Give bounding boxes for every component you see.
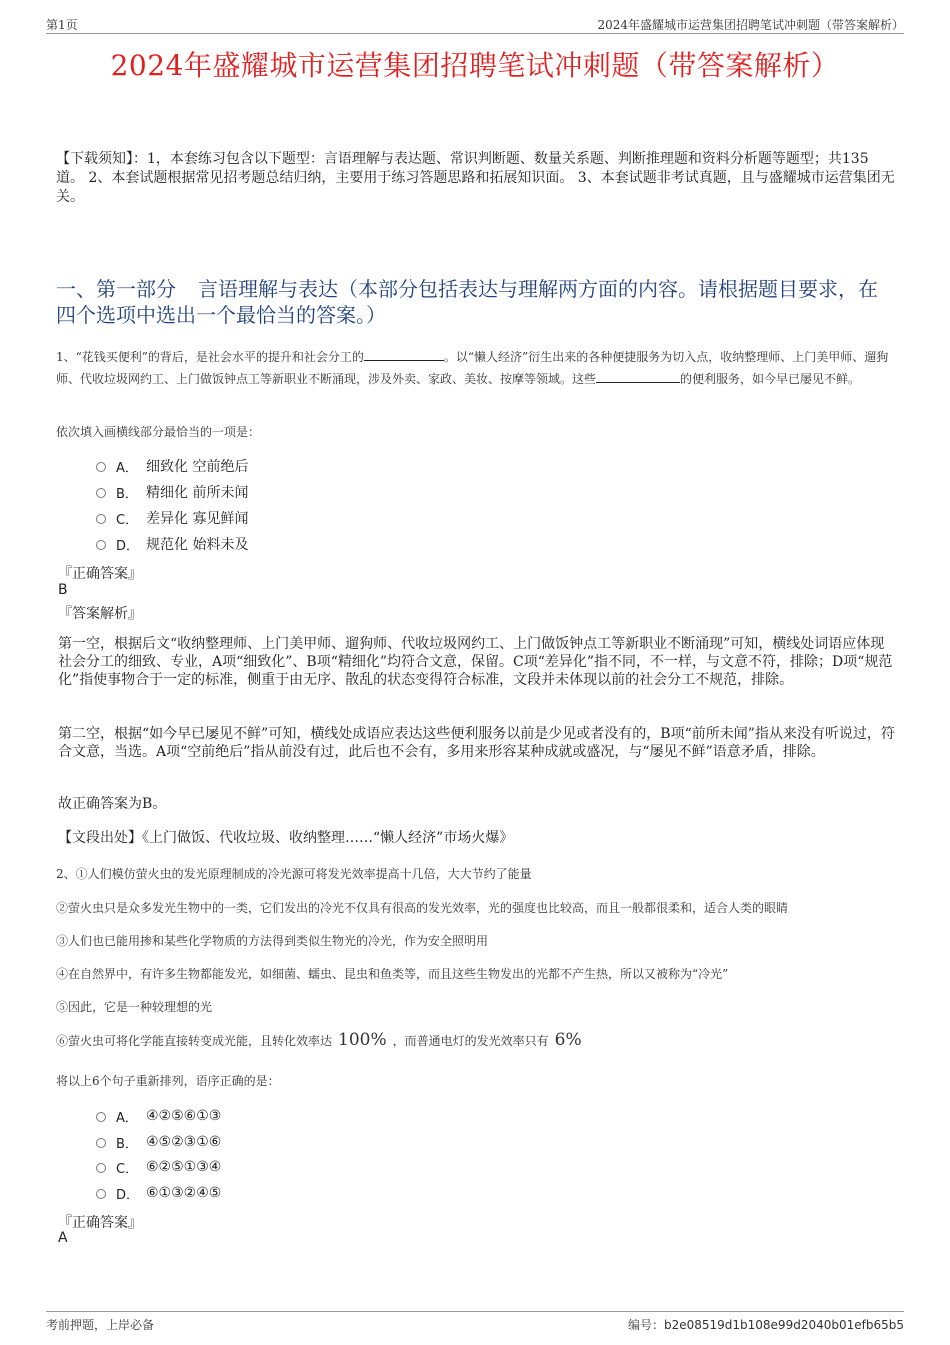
q1-option-d[interactable] [96,534,248,554]
footer-code-label: 编号： [627,1318,664,1332]
option-letter: B． [116,486,138,502]
section-description: 言语理解与表达（本部分包括表达与理解两方面的内容。请根据题目要求，在四个选项中选出一个最恰当的答案。） [56,277,878,327]
page-footer [46,1311,904,1333]
q2-answer: A [58,1230,68,1246]
page-header [46,14,904,34]
radio-icon[interactable] [96,1189,106,1199]
footer-code [628,1316,904,1333]
q2-prompt: 将以上6个句子重新排列，语序正确的是： [56,1074,280,1088]
q2-sentence-3: ③人们也已能用掺和某些化学物质的方法得到类似生物光的冷光，作为安全照明用 [56,934,489,948]
q2-option-b[interactable] [96,1132,221,1152]
section-heading [56,276,896,328]
q2-option-c[interactable] [96,1157,221,1177]
option-letter: D． [116,1187,140,1203]
q1-blank-1 [364,347,444,361]
q1-option-a[interactable] [96,456,248,476]
option-letter: B． [116,1136,138,1152]
option-letter: C． [116,512,139,528]
q1-option-c[interactable] [96,508,248,528]
q2-sentence-4: ④在自然界中，有许多生物都能发光，如细菌、蠕虫、昆虫和鱼类等，而且这些生物发出的光都不产生热，所以又被称为“冷光” [56,967,729,981]
q1-blank-2 [596,369,680,383]
q1-answer-label: 『正确答案』 [58,566,142,582]
radio-icon[interactable] [96,540,106,550]
q2-sentence-2: ②萤火虫只是众多发光生物中的一类，它们发出的冷光不仅具有很高的发光效率，光的强度也比较高，而且一般都很柔和，适合人类的眼睛 [56,901,789,915]
option-text: 细致化 空前绝后 [146,459,249,475]
option-letter: A． [116,460,138,476]
q2-sentence-6 [56,1030,896,1050]
question-1-stem [56,346,896,390]
footer-code-value: b2e08519d1b108e99d2040b01efb65b5 [663,1318,904,1332]
option-letter: C． [116,1161,139,1177]
q1-text-b: 。以“懒人经济”衍生出来的各种便捷服务为切入点，收纳整理师、上门美甲师、遛狗师、代收垃圾网约工、上门做饭钟点工等新职业不断涌现，涉及外卖、家政、美妆、按摩等领域。这些 [56,350,889,386]
q1-text-c: 的便利服务，如今早已屡见不鲜。 [680,372,861,386]
q1-prompt: 依次填入画横线部分最恰当的一项是： [56,425,261,439]
q2-sentence-5: ⑤因此，它是一种较理想的光 [56,1000,213,1014]
radio-icon[interactable] [96,1163,106,1173]
page-number: 第1页 [46,18,78,32]
option-text: 差异化 寡见鲜闻 [146,511,249,527]
option-letter: D． [116,538,140,554]
radio-icon[interactable] [96,488,106,498]
option-text: ④⑤②③①⑥ [146,1134,222,1150]
radio-icon[interactable] [96,1112,106,1122]
q2-option-d[interactable] [96,1183,221,1203]
q1-analysis-label: 『答案解析』 [58,606,142,622]
option-letter: A． [116,1110,138,1126]
q2-answer-label: 『正确答案』 [58,1215,142,1231]
header-doc-title: 2024年盛耀城市运营集团招聘笔试冲刺题（带答案解析） [597,18,904,32]
section-name: 一、第一部分 [56,277,176,301]
document-title: 2024年盛耀城市运营集团招聘笔试冲刺题（带答案解析） [110,49,840,82]
q1-option-b[interactable] [96,482,248,502]
radio-icon[interactable] [96,1138,106,1148]
option-text: ⑥①③②④⑤ [146,1185,222,1201]
q1-analysis-paragraph-1: 第一空，根据后文“收纳整理师、上门美甲师、遛狗师、代收垃圾网约工、上门做饭钟点工等新职业不断涌现”可知，横线处词语应体现社会分工的细致、专业，A项“细致化”、B项“精细化”均符合文意，保留。C项“差异化”指不同，不一样，与文意不符，排除；D项“规范化”指使事物合于一定的标准，侧重于由无序、散乱的状态变得符合标准，文段并未体现以前的社会分工不规范，排除。 [58,636,893,688]
option-text: ④②⑤⑥①③ [146,1108,222,1124]
q1-answer: B [58,582,68,598]
q2-s6-text-b: ，而普通电灯的发光效率只有 [392,1034,549,1048]
q1-text-a: 1、“花钱买便利”的背后，是社会水平的提升和社会分工的 [56,350,364,364]
q1-source: 【文段出处】《上门做饭、代收垃圾、收纳整理……“懒人经济”市场火爆》 [58,830,514,846]
option-text: 精细化 前所未闻 [146,485,249,501]
q2-option-a[interactable] [96,1106,221,1126]
math-value: 6% [554,1030,582,1050]
q2-sentence-1: 2、①人们模仿萤火虫的发光原理制成的冷光源可将发光效率提高十几倍，大大节约了能量 [56,867,532,881]
download-notice: 【下载须知】：1，本套练习包含以下题型：言语理解与表达题、常识判断题、数量关系题、判断推理题和资料分析题等题型；共135道。 2、本套试题根据常见招考题总结归纳，主要用于练习答题思路和拓展知识面。 3、本套试题非考试真题，且与盛耀城市运营集团无关。 [56,151,895,205]
math-value: 100% [338,1030,387,1050]
q1-analysis-paragraph-2: 第二空，根据“如今早已屡见不鲜”可知，横线处成语应表达这些便利服务以前是少见或者没有的，B项“前所未闻”指从来没有听说过，符合文意，当选。A项“空前绝后”指从前没有过，此后也不会有，多用来形容某种成就或盛况，与“屡见不鲜”语意矛盾，排除。 [58,726,895,760]
q2-s6-text-a: ⑥萤火虫可将化学能直接转变成光能，且转化效率达 [56,1034,333,1048]
radio-icon[interactable] [96,514,106,524]
radio-icon[interactable] [96,462,106,472]
footer-slogan: 考前押题，上岸必备 [46,1318,155,1332]
option-text: ⑥②⑤①③④ [146,1159,222,1175]
option-text: 规范化 始料未及 [146,537,249,553]
q1-conclusion: 故正确答案为B。 [58,796,167,812]
